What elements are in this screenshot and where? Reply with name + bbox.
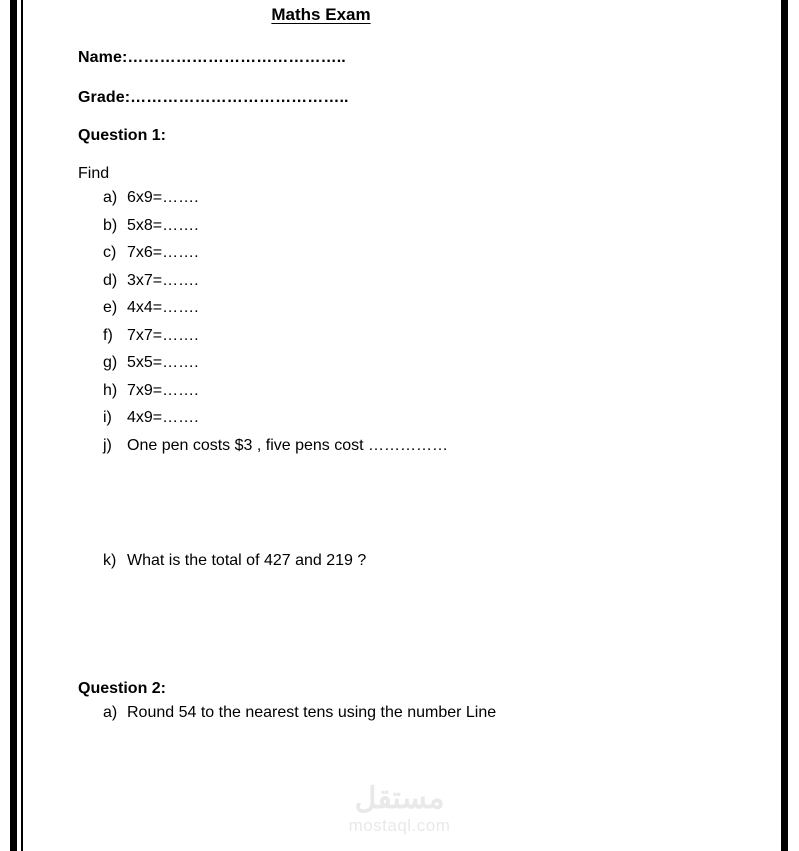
answer-space-after-item-k (78, 575, 738, 661)
name-field-line (78, 28, 738, 68)
list-item (78, 432, 738, 460)
list-item-text: What is the total of 427 and 219 ? (127, 552, 367, 569)
list-item-marker: i) (103, 409, 112, 426)
list-item (78, 547, 738, 575)
list-item (78, 294, 738, 322)
page-title (0, 0, 642, 28)
list-item-marker: h) (103, 381, 118, 399)
name-field-dots: ………………………………….. (127, 49, 346, 66)
grade-field-label: Grade: (78, 89, 131, 106)
list-item (78, 699, 738, 727)
list-item-text: 3x7=……. (127, 271, 199, 289)
watermark-latin-text: mostaql.com (348, 816, 451, 835)
list-item-marker: a) (103, 189, 118, 206)
list-item-marker: g) (103, 354, 118, 371)
list-item-marker: f) (103, 326, 113, 344)
list-item-text: 5x8=……. (127, 216, 199, 234)
page-border-left-thin (21, 0, 23, 851)
list-item-marker: j) (103, 436, 112, 454)
question-1-heading: Question 1: (78, 127, 167, 144)
question-1-list-part-1 (78, 184, 738, 459)
list-item-marker: d) (103, 271, 118, 289)
question-2-list (78, 699, 738, 727)
list-item-text: 5x5=……. (127, 354, 199, 371)
list-item-marker: c) (103, 244, 117, 261)
list-item (78, 239, 738, 267)
list-item-text: 4x4=……. (127, 299, 199, 316)
list-item-marker: e) (103, 299, 118, 316)
question-1-list-part-2 (78, 547, 738, 575)
list-item (78, 267, 738, 295)
list-item (78, 404, 738, 432)
list-item-text: 7x7=……. (127, 326, 199, 344)
list-item (78, 212, 738, 240)
list-item-text: 6x9=……. (127, 189, 199, 206)
list-item-text: 7x6=……. (127, 244, 199, 261)
grade-field-dots: ………………………………….. (130, 89, 349, 106)
list-item-text: 7x9=……. (127, 381, 199, 399)
list-item (78, 322, 738, 350)
list-item (78, 184, 738, 212)
list-item-marker: a) (103, 703, 118, 721)
list-item-text: 4x9=……. (127, 409, 199, 426)
list-item-text: Round 54 to the nearest tens using the number Line (127, 703, 497, 721)
page-title-text: Maths Exam (271, 5, 371, 24)
page-border-right-thick (781, 0, 788, 851)
list-item (78, 349, 738, 377)
grade-field-line (78, 68, 738, 108)
answer-space-after-item-j (78, 459, 738, 547)
list-item-text: One pen costs $3 , five pens cost …………… (127, 436, 449, 454)
document-body (78, 0, 738, 851)
page-border-left-thick (10, 0, 17, 851)
question-2-heading: Question 2: (78, 679, 167, 697)
list-item (78, 377, 738, 405)
watermark-arabic-text: مستقل (354, 782, 445, 815)
list-item-marker: b) (103, 216, 118, 234)
question-1-instruction: Find (78, 165, 110, 182)
list-item-marker: k) (103, 552, 117, 569)
name-field-label: Name: (78, 49, 128, 66)
